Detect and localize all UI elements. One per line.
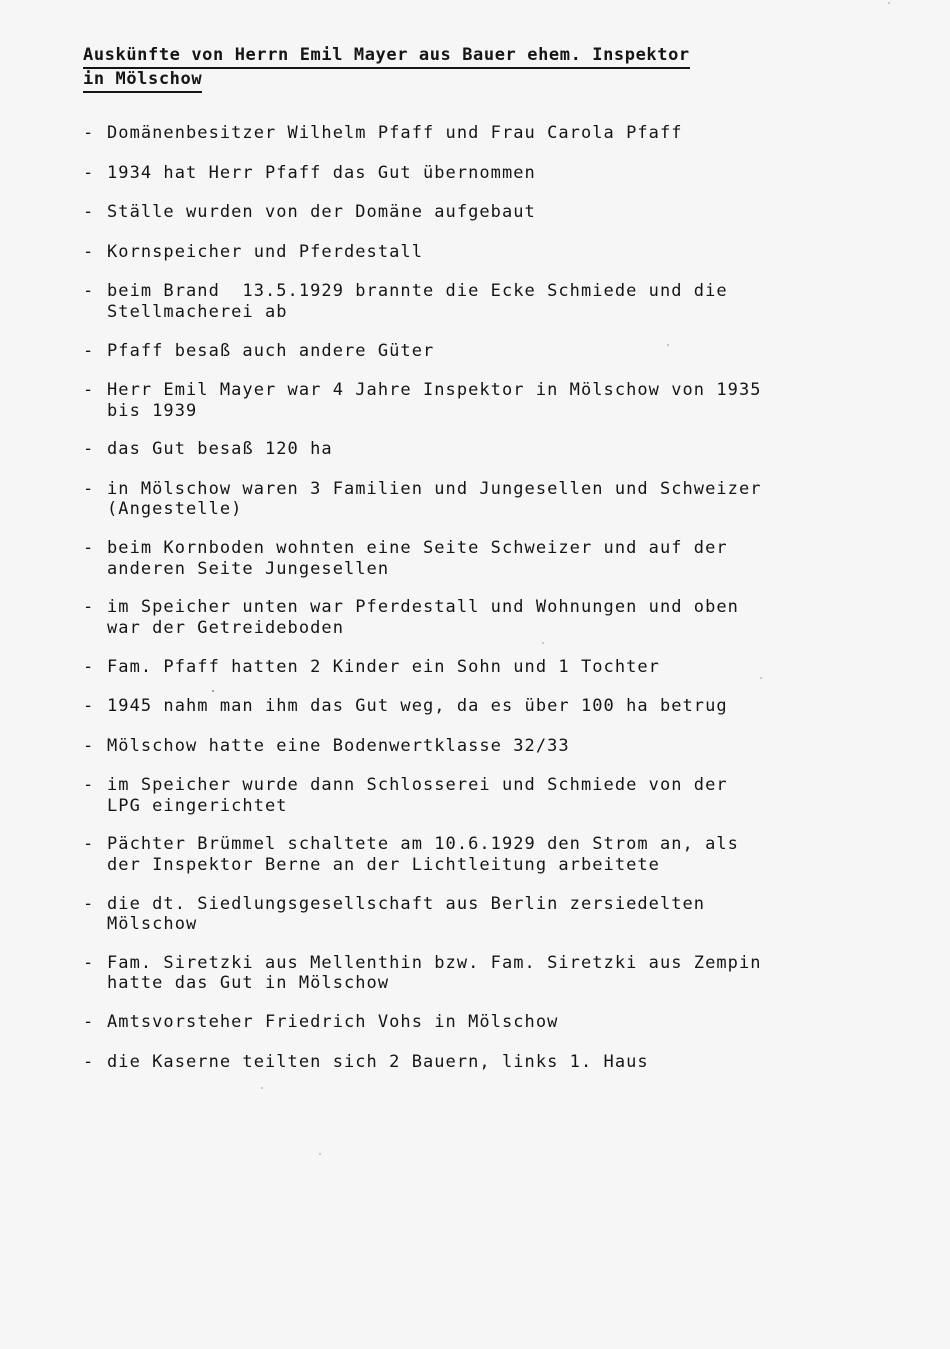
- list-item: [83, 894, 843, 953]
- paper-speck: [667, 344, 669, 346]
- paper-speck: [319, 1153, 321, 1155]
- list-item: [83, 834, 843, 893]
- list-item: [83, 163, 843, 203]
- list-bullet: -: [83, 281, 95, 302]
- list-item: [83, 775, 843, 834]
- paper-speck: [888, 2, 890, 4]
- list-item-text: LPG eingerichtet: [107, 795, 288, 816]
- list-item: [83, 657, 843, 697]
- list-bullet: -: [83, 380, 95, 401]
- list-item: [83, 242, 843, 282]
- paper-speck: [212, 690, 214, 692]
- list-item-text: im Speicher unten war Pferdestall und Wohnungen und oben: [107, 597, 739, 618]
- list-bullet: -: [83, 1051, 95, 1072]
- list-item-text: das Gut besaß 120 ha: [107, 439, 333, 460]
- title-line: in Mölschow: [83, 69, 202, 93]
- list-item: [83, 479, 843, 538]
- list-item-text: Herr Emil Mayer war 4 Jahre Inspektor in Mölschow von 1935: [107, 380, 762, 401]
- list-item-text: hatte das Gut in Mölschow: [107, 973, 390, 994]
- list-item-text: beim Brand 13.5.1929 brannte die Ecke Schmiede und die: [107, 281, 728, 302]
- list-item-text: (Angestelle): [107, 499, 243, 520]
- list-bullet: -: [83, 696, 95, 717]
- document-title: [83, 45, 783, 93]
- list-item-text: anderen Seite Jungesellen: [107, 558, 390, 579]
- list-bullet: -: [83, 656, 95, 677]
- list-bullet: -: [83, 162, 95, 183]
- list-item-text: war der Getreideboden: [107, 617, 344, 638]
- list-item: [83, 538, 843, 597]
- list-item-text: Kornspeicher und Pferdestall: [107, 241, 423, 262]
- list-item: [83, 123, 843, 163]
- list-item-text: Ställe wurden von der Domäne aufgebaut: [107, 202, 536, 223]
- list-bullet: -: [83, 439, 95, 460]
- list-item-text: Mölschow: [107, 914, 198, 935]
- list-item-text: Pächter Brümmel schaltete am 10.6.1929 den Strom an, als: [107, 834, 739, 855]
- list-item: [83, 696, 843, 736]
- list-item-text: beim Kornboden wohnten eine Seite Schweizer und auf der: [107, 538, 728, 559]
- list-bullet: -: [83, 775, 95, 796]
- list-bullet: -: [83, 735, 95, 756]
- paper-speck: [760, 677, 762, 679]
- list-item: [83, 953, 843, 1012]
- list-bullet: -: [83, 538, 95, 559]
- paper-speck: [261, 1087, 263, 1089]
- list-bullet: -: [83, 952, 95, 973]
- list-item-text: bis 1939: [107, 400, 198, 421]
- list-item-text: im Speicher wurde dann Schlosserei und Schmiede von der: [107, 775, 728, 796]
- list-item: [83, 1052, 843, 1092]
- title-line: Auskünfte von Herrn Emil Mayer aus Bauer ehem. Inspektor: [83, 45, 690, 69]
- list-item-text: Fam. Siretzki aus Mellenthin bzw. Fam. Siretzki aus Zempin: [107, 952, 762, 973]
- list-bullet: -: [83, 597, 95, 618]
- list-item-text: 1934 hat Herr Pfaff das Gut übernommen: [107, 162, 536, 183]
- list-item: [83, 202, 843, 242]
- list-item: [83, 380, 843, 439]
- list-item: [83, 341, 843, 381]
- list-item-text: die dt. Siedlungsgesellschaft aus Berlin zersiedelten: [107, 893, 706, 914]
- list-item-text: Pfaff besaß auch andere Güter: [107, 340, 435, 361]
- list-item-text: Amtsvorsteher Friedrich Vohs in Mölschow: [107, 1012, 559, 1033]
- list-item: [83, 439, 843, 479]
- list-bullet: -: [83, 241, 95, 262]
- paper-speck: [542, 642, 544, 644]
- list-item: [83, 597, 843, 656]
- list-bullet: -: [83, 1012, 95, 1033]
- list-item: [83, 736, 843, 776]
- list-item-text: in Mölschow waren 3 Familien und Jungesellen und Schweizer: [107, 478, 762, 499]
- list-bullet: -: [83, 478, 95, 499]
- list-item-text: die Kaserne teilten sich 2 Bauern, links 1. Haus: [107, 1051, 649, 1072]
- list-item-text: Fam. Pfaff hatten 2 Kinder ein Sohn und 1 Tochter: [107, 656, 660, 677]
- list-bullet: -: [83, 893, 95, 914]
- list-item: [83, 281, 843, 340]
- list-bullet: -: [83, 340, 95, 361]
- list-item: [83, 1012, 843, 1052]
- list-item-text: Domänenbesitzer Wilhelm Pfaff und Frau Carola Pfaff: [107, 123, 683, 143]
- list-item-text: 1945 nahm man ihm das Gut weg, da es über 100 ha betrug: [107, 696, 728, 717]
- list-bullet: -: [83, 123, 95, 143]
- list-bullet: -: [83, 834, 95, 855]
- list-bullet: -: [83, 202, 95, 223]
- list-item-text: Stellmacherei ab: [107, 301, 288, 322]
- list-item-text: Mölschow hatte eine Bodenwertklasse 32/33: [107, 735, 570, 756]
- list-item-text: der Inspektor Berne an der Lichtleitung arbeitete: [107, 854, 660, 875]
- statement-list: [83, 123, 843, 1091]
